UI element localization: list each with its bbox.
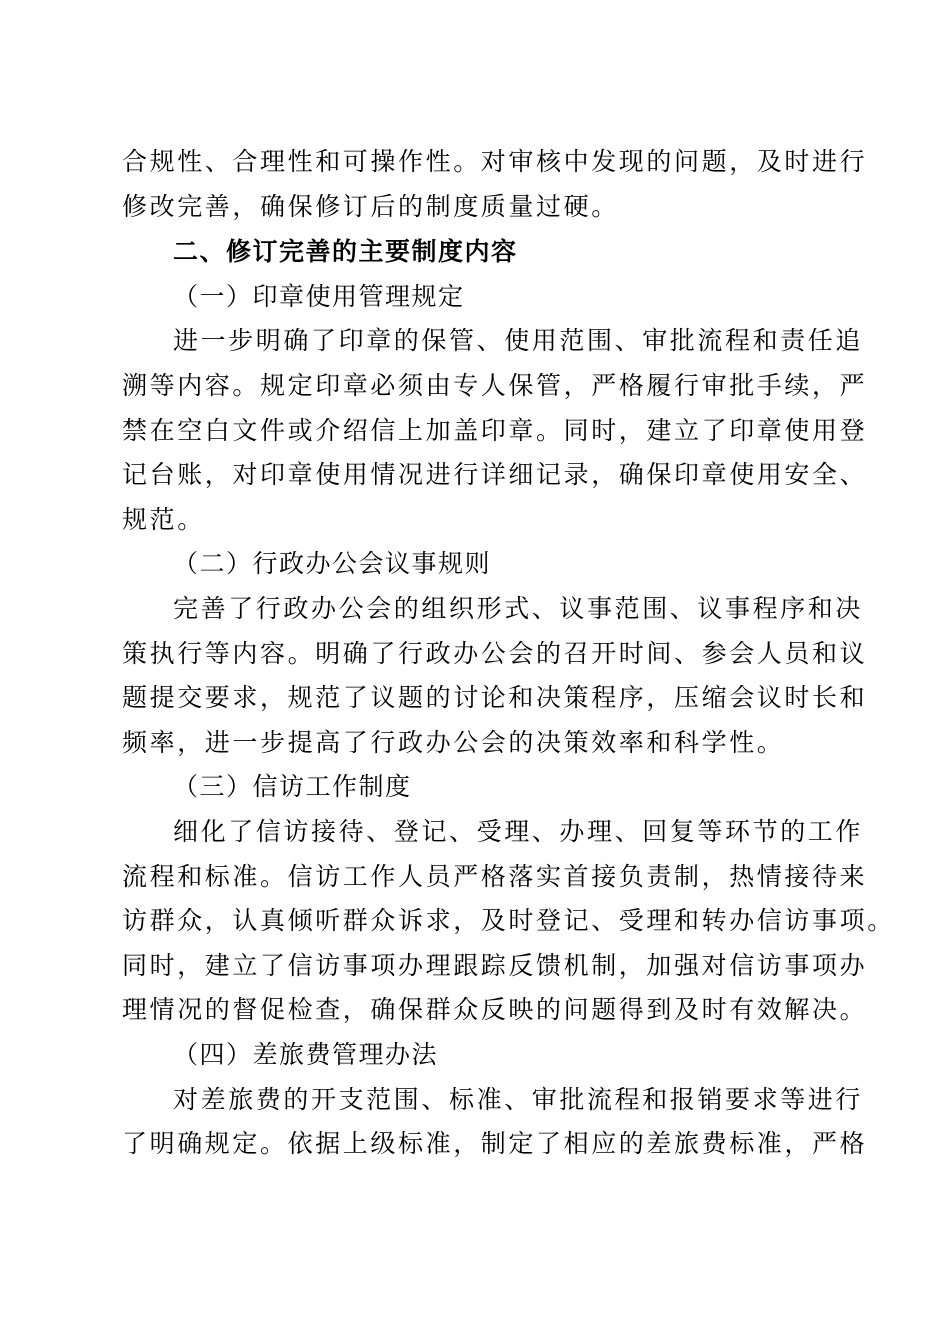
paragraph-line: 频率，进一步提高了行政办公会的决策效率和科学性。 — [122, 728, 785, 757]
paragraph-line: 同时，建立了信访事项办理跟踪反馈机制，加强对信访事项办 — [122, 951, 868, 980]
paragraph-line: 理情况的督促检查，确保群众反映的问题得到及时有效解决。 — [122, 995, 868, 1024]
paragraph-line: 访群众，认真倾听群众诉求，及时登记、受理和转办信访事项。 — [122, 906, 895, 935]
paragraph-line: 细化了信访接待、登记、受理、办理、回复等环节的工作 — [173, 817, 864, 846]
paragraph-line: 修改完善，确保修订后的制度质量过硬。 — [122, 192, 619, 221]
paragraph-line: 流程和标准。信访工作人员严格落实首接负责制，热情接待来 — [122, 862, 868, 891]
paragraph-line: 合规性、合理性和可操作性。对审核中发现的问题，及时进行 — [122, 147, 868, 176]
paragraph-line: 了明确规定。依据上级标准，制定了相应的差旅费标准，严格 — [122, 1129, 868, 1158]
paragraph-line: 进一步明确了印章的保管、使用范围、审批流程和责任追 — [173, 326, 864, 355]
subsection-title: （三）信访工作制度 — [173, 772, 412, 801]
paragraph-line: 对差旅费的开支范围、标准、审批流程和报销要求等进行 — [173, 1085, 864, 1114]
paragraph-line: 策执行等内容。明确了行政办公会的召开时间、参会人员和议 — [122, 639, 868, 668]
subsection-title: （一）印章使用管理规定 — [173, 282, 465, 311]
paragraph-line: 禁在空白文件或介绍信上加盖印章。同时，建立了印章使用登 — [122, 416, 868, 445]
paragraph-line: 记台账，对印章使用情况进行详细记录，确保印章使用安全、 — [122, 460, 868, 489]
paragraph-line: 溯等内容。规定印章必须由专人保管，严格履行审批手续，严 — [122, 371, 868, 400]
section-heading: 二、修订完善的主要制度内容 — [173, 237, 518, 266]
subsection-title: （二）行政办公会议事规则 — [173, 549, 492, 578]
paragraph-line: 题提交要求，规范了议题的讨论和决策程序，压缩会议时长和 — [122, 683, 868, 712]
subsection-title: （四）差旅费管理办法 — [173, 1040, 439, 1069]
paragraph-line: 规范。 — [122, 505, 205, 534]
paragraph-line: 完善了行政办公会的组织形式、议事范围、议事程序和决 — [173, 594, 864, 623]
